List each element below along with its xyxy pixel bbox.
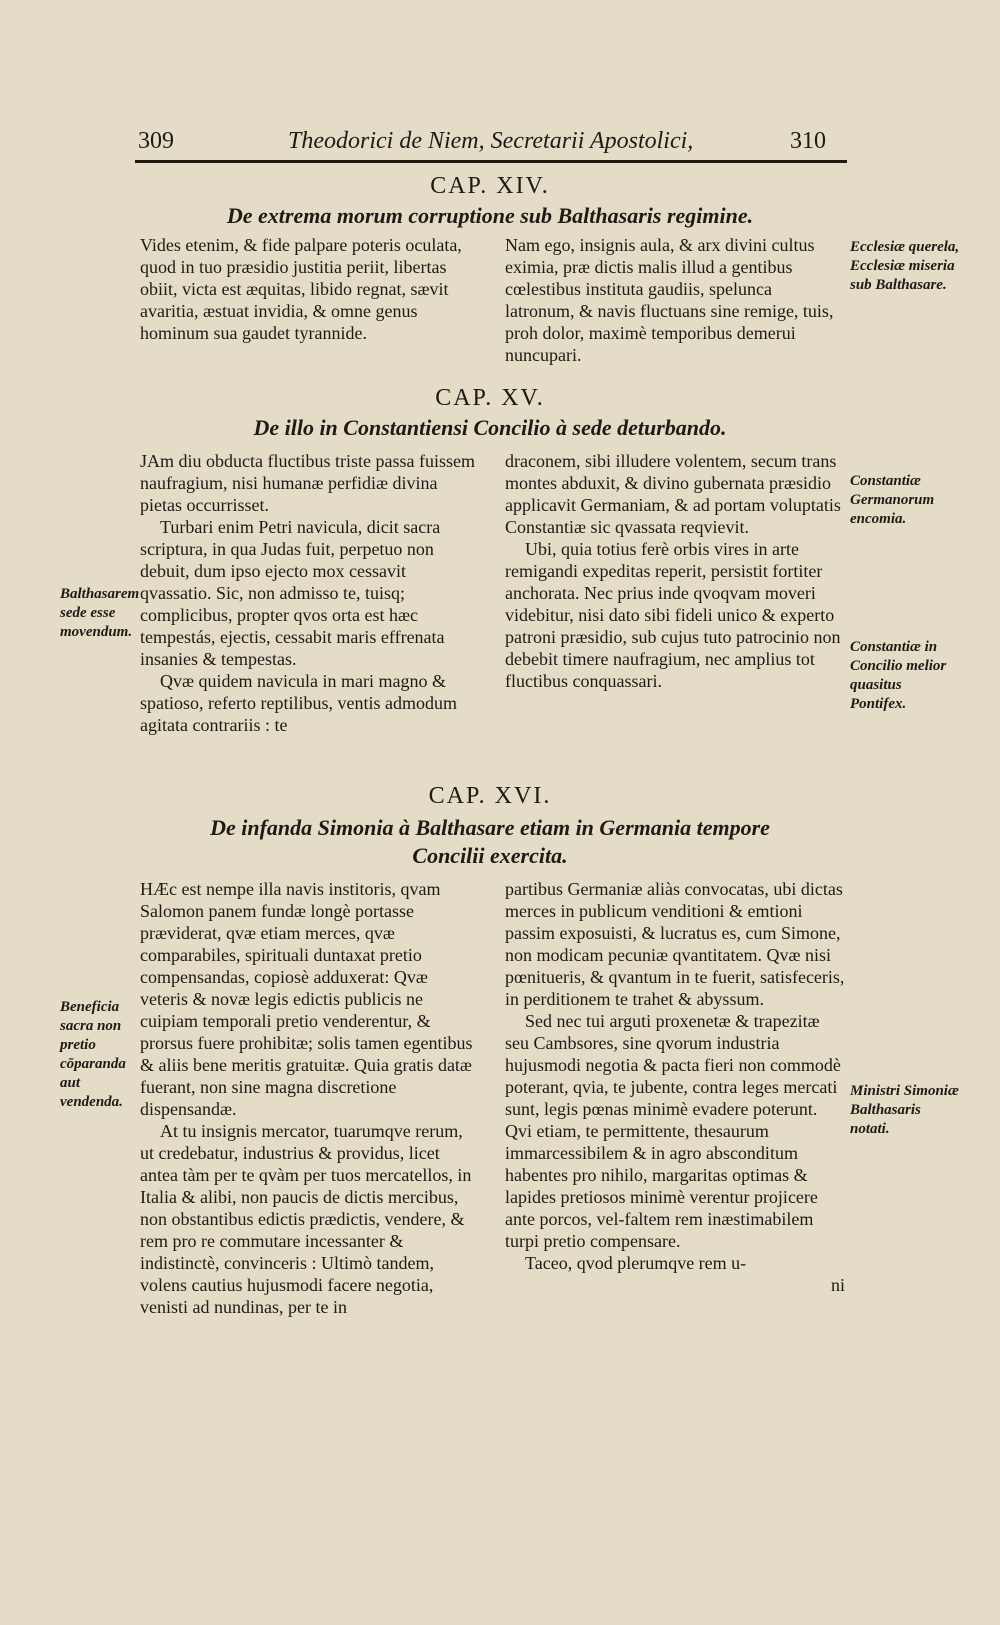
chapter-16-right-para-1: partibus Germaniæ aliàs convocatas, ubi dictas merces in publicum venditioni & emtioni passim exposuisti, & lucratus es, cum Simone, non modicam pecuniæ qvantitatem. Qvæ nisi pœnitueris, & qvantum in te fuerit, satisfeceris, in perditionem te trahet & abyssum. <box>505 879 845 1009</box>
page-number-right: 310 <box>790 128 826 154</box>
chapter-16-left-margin-note: Beneficia sacra non pretio cōparanda aut vendenda. <box>60 999 126 1110</box>
chapter-15-right-para-2: Ubi, quia totius ferè orbis vires in arte remigandi expeditas reperit, persistit fortiter anchorata. Nec prius inde qvoqvam moveri videbitur, nisi dato sibi fideli unico & experto patroni præsidio, sub cujus tuto patrocinio non debebit timere naufragium, nec amplius tot fluctibus conquassari. <box>505 539 841 691</box>
chapter-14-left-column <box>140 234 475 344</box>
chapter-16-right-column <box>505 878 845 1296</box>
chapter-15-title: De illo in Constantiensi Concilio à sede deturbando. <box>253 415 727 440</box>
chapter-15-number: CAP. XV. <box>435 385 545 411</box>
chapter-16-number: CAP. XVI. <box>428 783 552 809</box>
chapter-16-right-para-2: Sed nec tui arguti proxenetæ & trapezitæ seu Cambsores, sine qvorum industria hujusmodi negotia & pacta fieri non commodè poterant, qvia, te jubente, contra leges mercati sunt, legis pœnas minimè evadere poterunt. Qvi etiam, te permittente, thesaurum immarcessibilem & in agro absconditum habentes pro nihilo, margaritas optimas & lapides pretiosos minimè verentur projicere ante porcos, vel-faltem rem inæstimabilem turpi pretio compensare. <box>505 1011 841 1251</box>
chapter-14-right-margin-note: Ecclesiæ querela, Ecclesiæ miseria sub Balthasare. <box>850 239 960 293</box>
chapter-16-right-para-3: Taceo, qvod plerumqve rem u- <box>525 1253 747 1273</box>
chapter-16-title-line-2: Concilii exercita. <box>412 843 568 868</box>
chapter-16-right-margin-note: Ministri Simoniæ Balthasaris notati. <box>850 1083 959 1137</box>
chapter-14-right-para-1: Nam ego, insignis aula, & arx divini cultus eximia, præ dictis malis illud a gentibus cœlestibus instituta gaudiis, spelunca latronum, & navis fluctuans sine remige, tuis, proh dolor, maximè temporibus demerui nuncupari. <box>505 235 834 365</box>
chapter-15-left-margin-note: Balthasarem sede esse movendum. <box>60 586 140 640</box>
chapter-16-left-para-2: At tu insignis mercator, tuarumqve rerum, ut credebatur, industrius & providus, licet antea tàm per te qvàm per tuos mercatellos, in Italia & alibi, non paucis de dictis mercibus, non obstantibus edictis prædictis, vendere, & rem pro re commutare incessanter & indistinctè, convinceris : Ultimò tandem, volens cautius hujusmodi facere negotia, venisti ad nundinas, per te in <box>140 1121 472 1317</box>
chapter-16-left-column <box>140 878 475 1318</box>
chapter-16-catchword: ni <box>830 1275 845 1295</box>
chapter-15-left-para-2: Turbari enim Petri navicula, dicit sacra scriptura, in qua Judas fuit, perpetuo non debuit, dum ipso ejecto mox cessavit qvassatio. Sic, non admisso te, tuisq; complicibus, propter qvos orta est hæc tempestás, ejectis, cessabit maris effrenata insanies & tempestas. <box>140 517 445 669</box>
chapter-15-left-column <box>140 450 475 736</box>
chapter-16-title-line-1: De infanda Simonia à Balthasare etiam in Germania tempore <box>210 815 770 840</box>
chapter-15-left-para-1: JAm diu obducta fluctibus triste passa fuissem naufragium, nisi humanæ perfidiæ divina pietas occurrisset. <box>140 451 475 515</box>
chapter-14-right-column <box>505 234 845 366</box>
chapter-14-number: CAP. XIV. <box>430 173 550 199</box>
chapter-16-left-para-1: HÆc est nempe illa navis institoris, qvam Salomon panem fundæ longè portasse præviderat, qvæ etiam merces, qvæ comparabiles, spirituali duntaxat pretio compensandas, copiosè adduxerat: Qvæ veteris & novæ legis edictis publicis ne cuipiam temporali pretio venderentur, & prorsus fuere prohibitæ; solis tamen egentibus & aliis bene meritis gratuitæ. Quia gratis datæ fuerant, non sine magna discretione dispensandæ. <box>140 879 473 1119</box>
chapter-15-right-margin-note-2: Constantiæ in Concilio melior quasitus Pontifex. <box>850 639 947 712</box>
page-number-left: 309 <box>138 128 174 154</box>
running-title: Theodorici de Niem, Secretarii Apostolici, <box>288 128 694 154</box>
chapter-15-left-para-3: Qvæ quidem navicula in mari magno & spatioso, referto reptilibus, ventis admodum agitata contrariis : te <box>140 671 457 735</box>
chapter-15-right-column <box>505 450 845 692</box>
chapter-15-right-para-1: draconem, sibi illudere volentem, secum trans montes abduxit, & divino gubernata præsidio applicavit Germaniam, & ad portam voluptatis Constantiæ sic qvassata reqvievit. <box>505 451 841 537</box>
chapter-15-right-margin-note-1: Constantiæ Germanorum encomia. <box>850 473 935 527</box>
head-rule <box>135 160 847 166</box>
chapter-14-title: De extrema morum corruptione sub Balthasaris regimine. <box>226 203 754 228</box>
chapter-14-left-para-1: Vides etenim, & fide palpare poteris oculata, quod in tuo præsidio justitia periit, libertas obiit, victa est æquitas, libido regnat, sævit avaritia, æstuat invidia, & omne genus hominum sua gaudet tyrannide. <box>140 235 462 343</box>
